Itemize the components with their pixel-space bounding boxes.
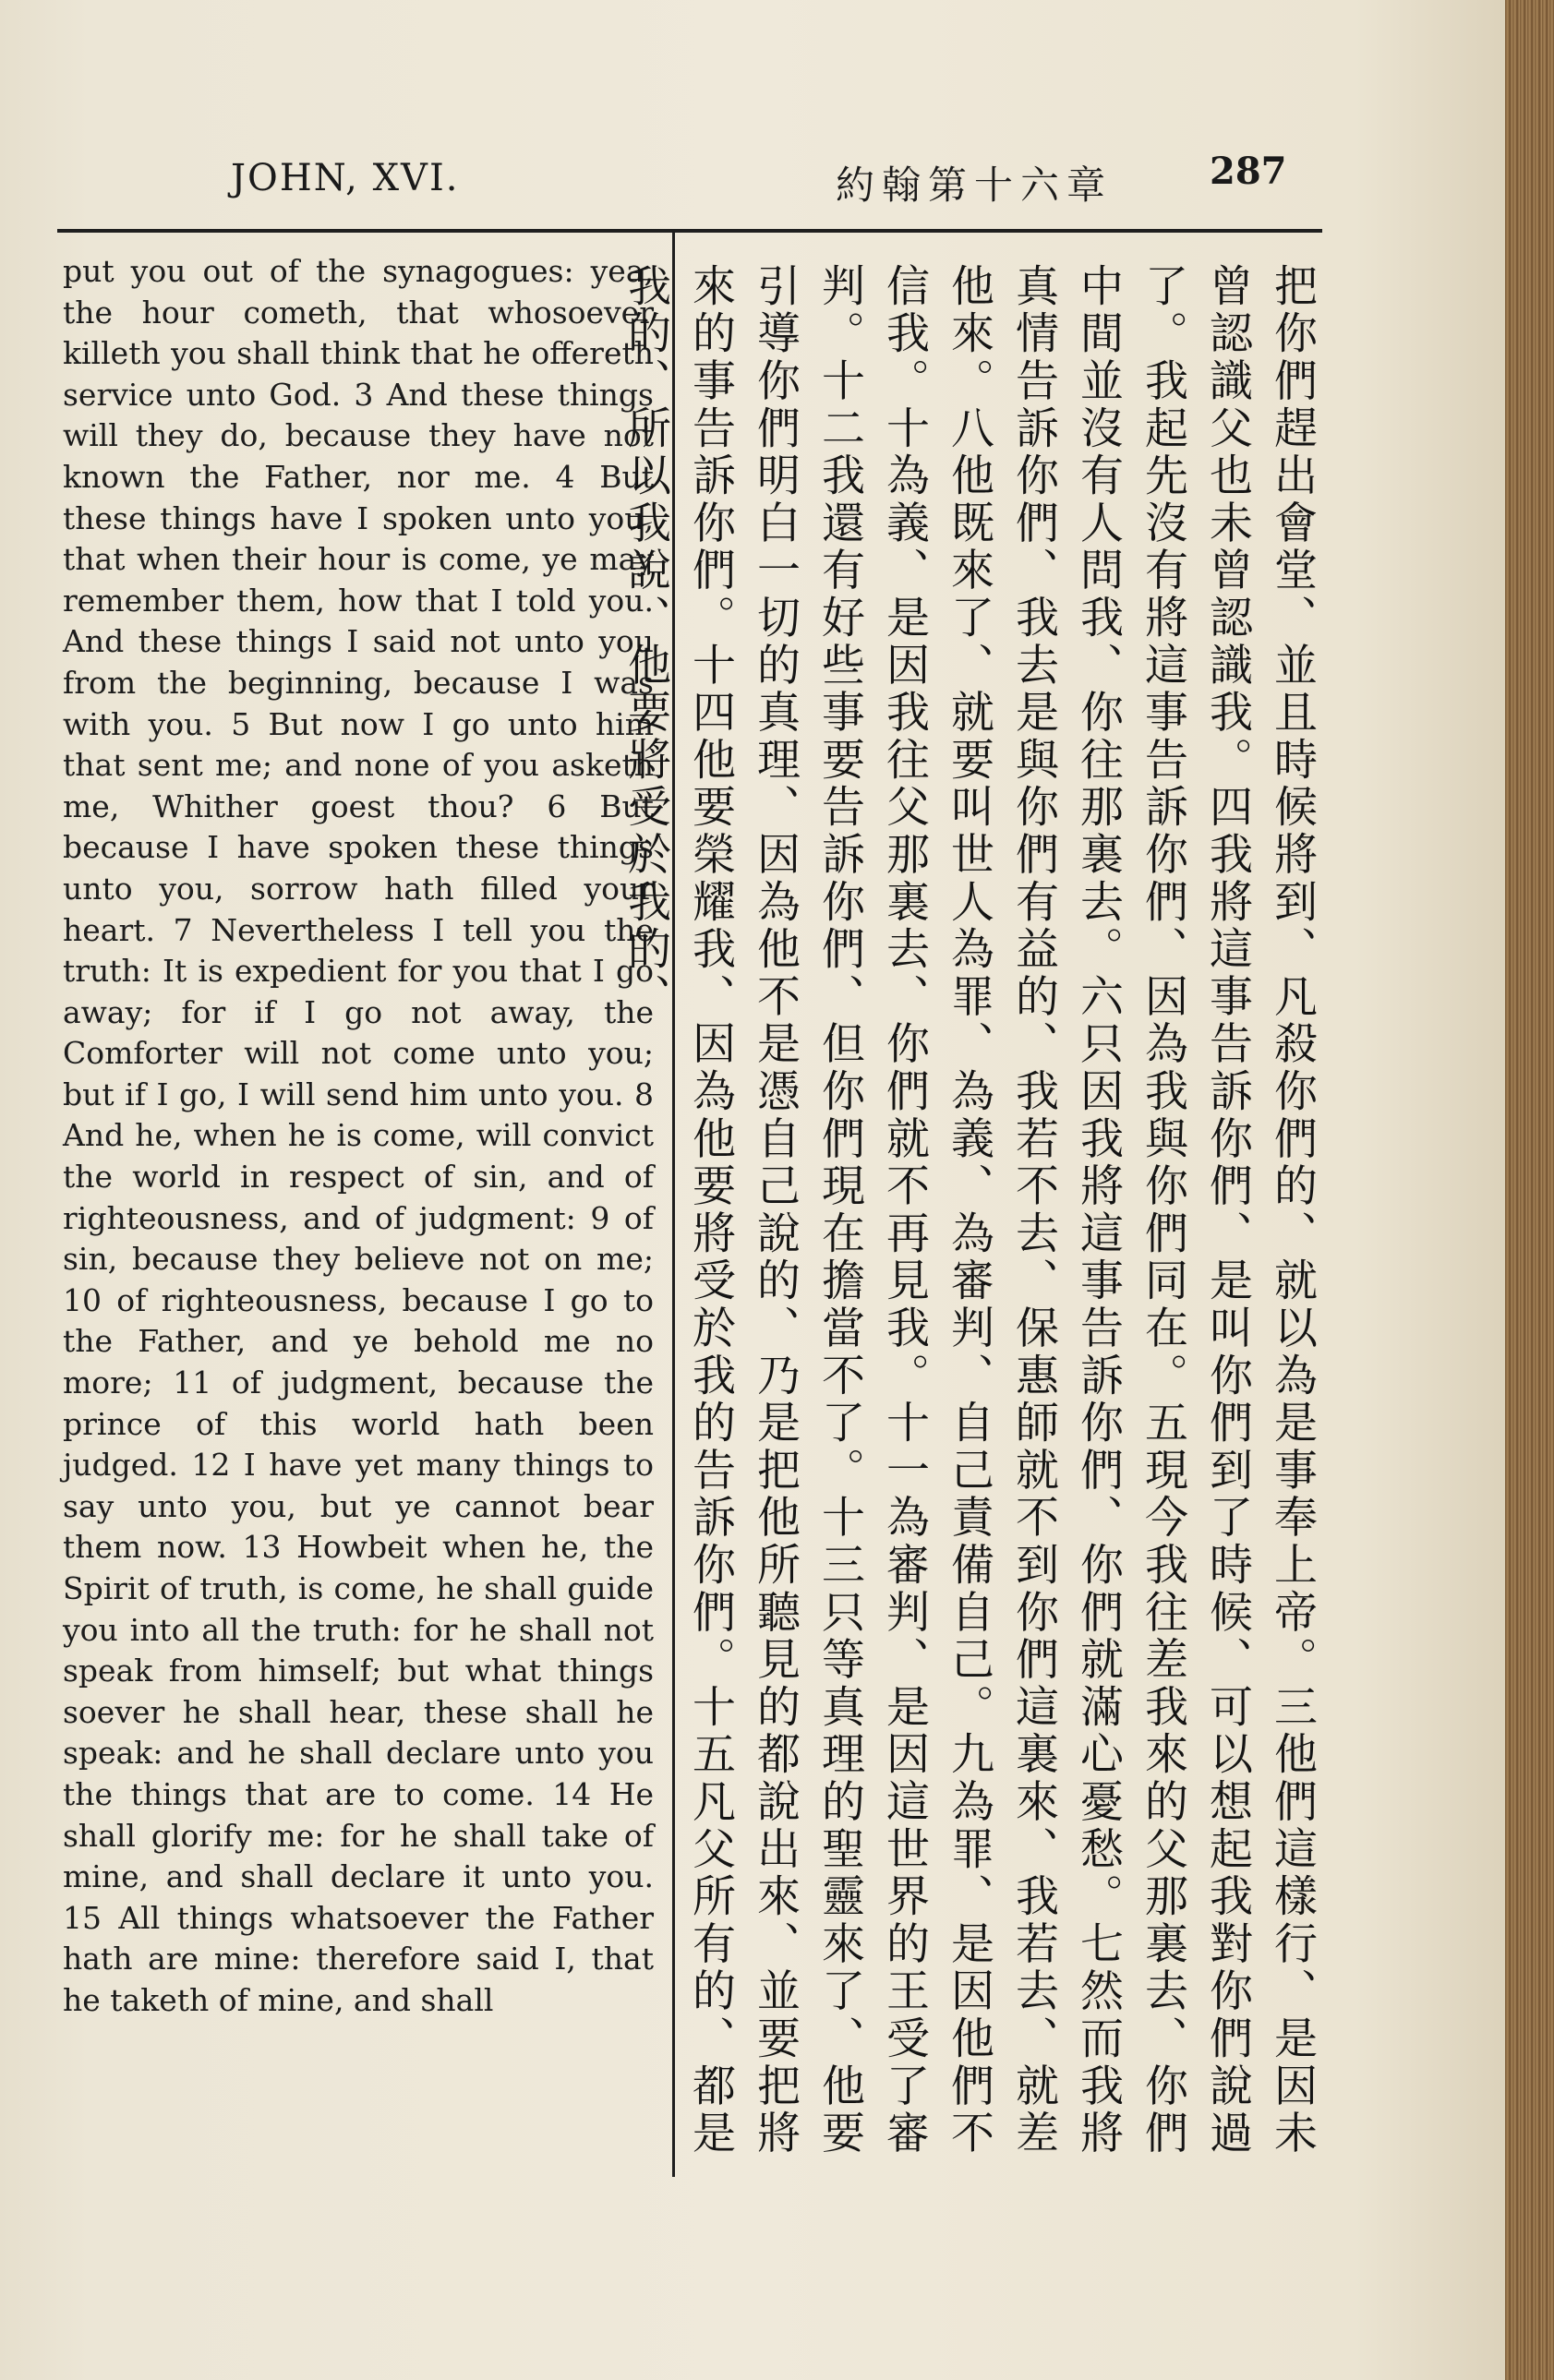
running-head-chinese: 約翰第十六章 [836,162,1114,208]
page-number: 287 [1210,150,1287,193]
page-edge [1505,0,1554,2380]
chinese-column [620,263,1324,2183]
running-head-english: JOHN, XVI. [231,157,460,199]
page-header [0,138,1505,212]
english-column [63,251,654,2022]
english-paragraph: put you out of the synagogues: yea, the hour cometh, that whosoever killeth you shall think that he offereth service unto God. 3 And these things will they do, because they have not known the Father, nor me. 4 But these things have I spoken unto you, that when their hour is come, ye may remember them, how that I told you. And these things I said not unto you from the beginning, because I was with you. 5 But now I go unto him that sent me; and none of you asketh me, Whither goest thou? 6 But because I have spoken these things unto you, sorrow hath filled your heart. 7 Nevertheless I tell you the truth: It is expedient for you that I go away; for if I go not away, the Comforter will not come unto you; but if I go, I will send him unto you. 8 And he, when he is come, will convict the world in respect of sin, and of righteousness, and of judgment: 9 of sin, because they believe not on me; 10 of righteousness, because I go to the Father, and ye behold me no more; 11 of judgment, because the prince of this world hath been judged. 12 I have yet many things to say unto you, but ye cannot bear them now. 13 Howbeit when he, the Spirit of truth, is come, he shall guide you into all the truth: for he shall not speak from himself; but what things soever he shall hear, these shall he speak: and he shall declare unto you the things that are to come. 14 He shall glorify me: for he shall take of mine, and shall declare it unto you. 15 All things whatsoever the Father hath are mine: therefore said I, that he taketh of mine, and shall [63,253,654,2018]
top-rule [57,229,1322,233]
chinese-paragraph: 把你們趕出會堂、並且時候將到、凡殺你們的、就以為是事奉上帝。三他們這樣行、是因未曾認識父也未曾認識我。四我將這事告訴你們、是叫你們到了時候、可以想起我對你們說過了。我起先沒有將這事告訴你們、因為我與你們同在。五現今我往差我來的父那裏去、你們中間並沒有人問我、你往那裏去。六只因我將這事告訴你們、你們就滿心憂愁。七然而我將真情告訴你們、我去是與你們有益的、我若不去、保惠師就不到你們這裏來、我若去、就差他來。八他既來了、就要叫世人為罪、為義、為審判、自己責備自己。九為罪、是因他們不信我。十為義、是因我往父那裏去、你們就不再見我。十一為審判、是因這世界的王受了審判。十二我還有好些事要告訴你們、但你們現在擔當不了。十三只等真理的聖靈來了、他要引導你們明白一切的真理、因為他不是憑自己說的、乃是把他所聽見的都說出來、並要把將來的事告訴你們。十四他要榮耀我、因為他要將受於我的告訴你們。十五凡父所有的、都是我的、所以我說、他要將受於我的、 [620,263,1318,2158]
